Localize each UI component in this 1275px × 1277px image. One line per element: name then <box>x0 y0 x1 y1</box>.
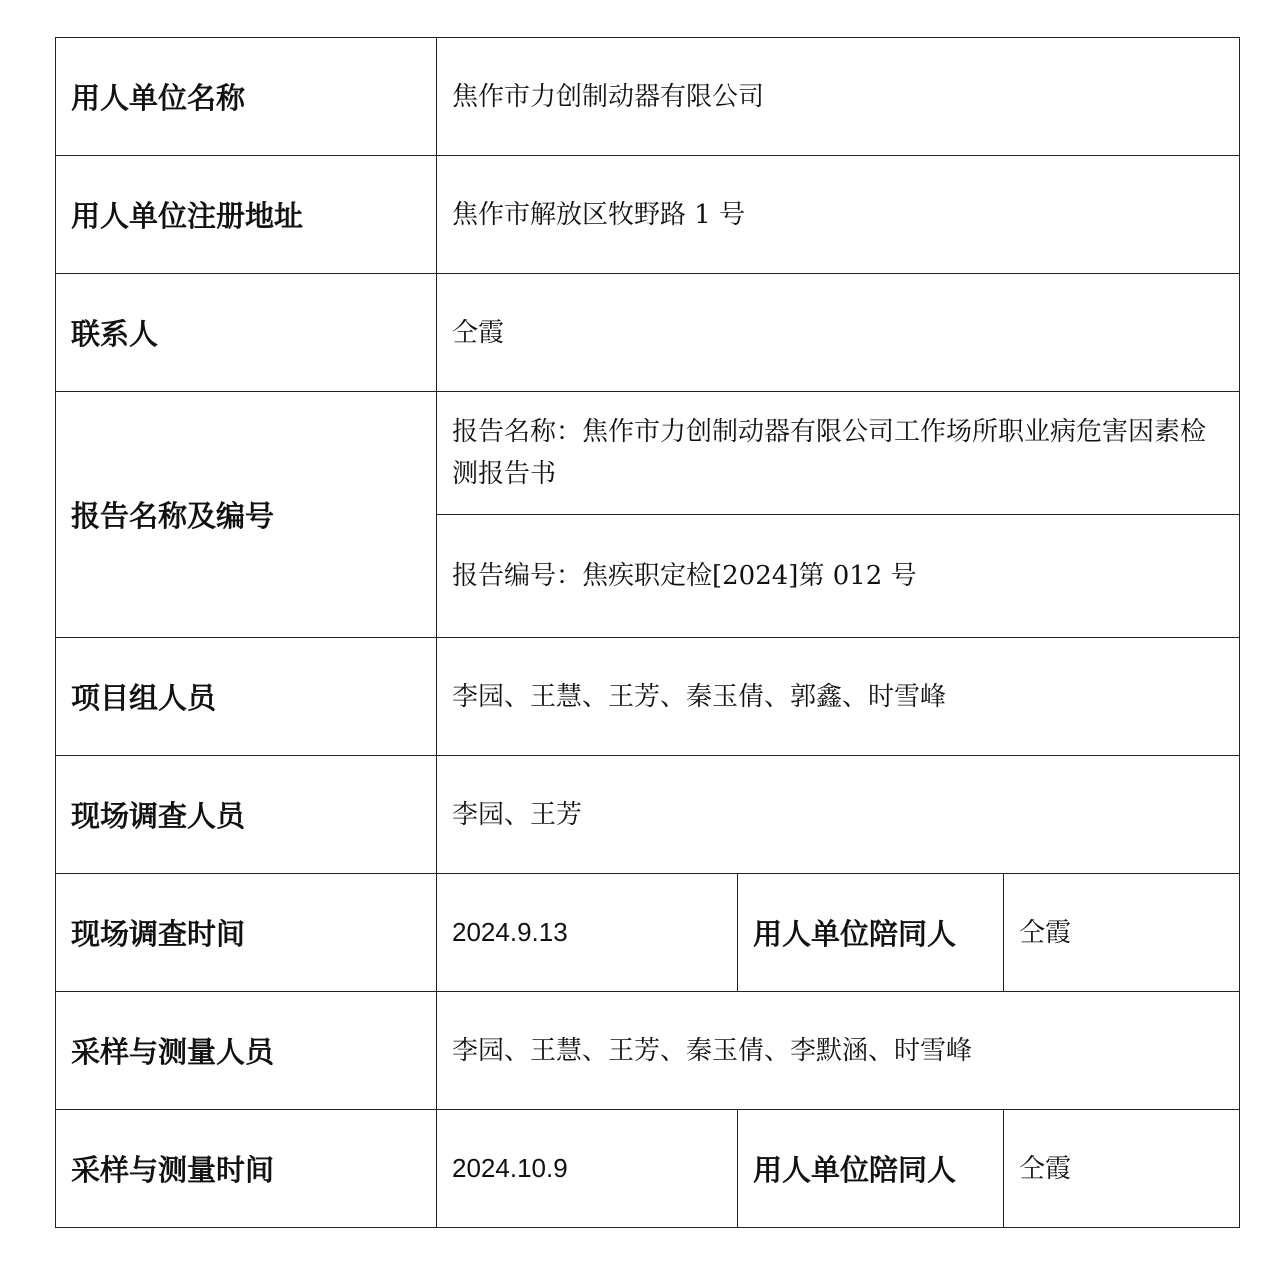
table-row <box>56 274 1240 392</box>
table-row <box>56 638 1240 756</box>
survey-companion-label: 用人单位陪同人 <box>738 874 1004 992</box>
table-row <box>56 756 1240 874</box>
report-label: 报告名称及编号 <box>56 392 437 638</box>
employer-address-label: 用人单位注册地址 <box>56 156 437 274</box>
report-name-value: 报告名称：焦作市力创制动器有限公司工作场所职业病危害因素检测报告书 <box>437 392 1240 515</box>
table-row <box>56 156 1240 274</box>
sampling-staff-label: 采样与测量人员 <box>56 992 437 1110</box>
survey-staff-value: 李园、王芳 <box>437 756 1240 874</box>
employer-address-value: 焦作市解放区牧野路 1 号 <box>437 156 1240 274</box>
contact-label: 联系人 <box>56 274 437 392</box>
report-number-value: 报告编号：焦疾职定检[2024]第 012 号 <box>437 515 1240 638</box>
sampling-time-value: 2024.10.9 <box>437 1110 738 1228</box>
info-table <box>55 37 1240 1228</box>
sampling-companion-value: 仝霞 <box>1004 1110 1240 1228</box>
table-row <box>56 1110 1240 1228</box>
sampling-time-label: 采样与测量时间 <box>56 1110 437 1228</box>
survey-companion-value: 仝霞 <box>1004 874 1240 992</box>
table-row <box>56 874 1240 992</box>
table-row <box>56 38 1240 156</box>
survey-staff-label: 现场调查人员 <box>56 756 437 874</box>
sampling-staff-value: 李园、王慧、王芳、秦玉倩、李默涵、时雪峰 <box>437 992 1240 1110</box>
table-row <box>56 392 1240 515</box>
employer-name-label: 用人单位名称 <box>56 38 437 156</box>
survey-time-label: 现场调查时间 <box>56 874 437 992</box>
survey-time-value: 2024.9.13 <box>437 874 738 992</box>
employer-name-value: 焦作市力创制动器有限公司 <box>437 38 1240 156</box>
table-row <box>56 992 1240 1110</box>
project-team-value: 李园、王慧、王芳、秦玉倩、郭鑫、时雪峰 <box>437 638 1240 756</box>
project-team-label: 项目组人员 <box>56 638 437 756</box>
sampling-companion-label: 用人单位陪同人 <box>738 1110 1004 1228</box>
contact-value: 仝霞 <box>437 274 1240 392</box>
